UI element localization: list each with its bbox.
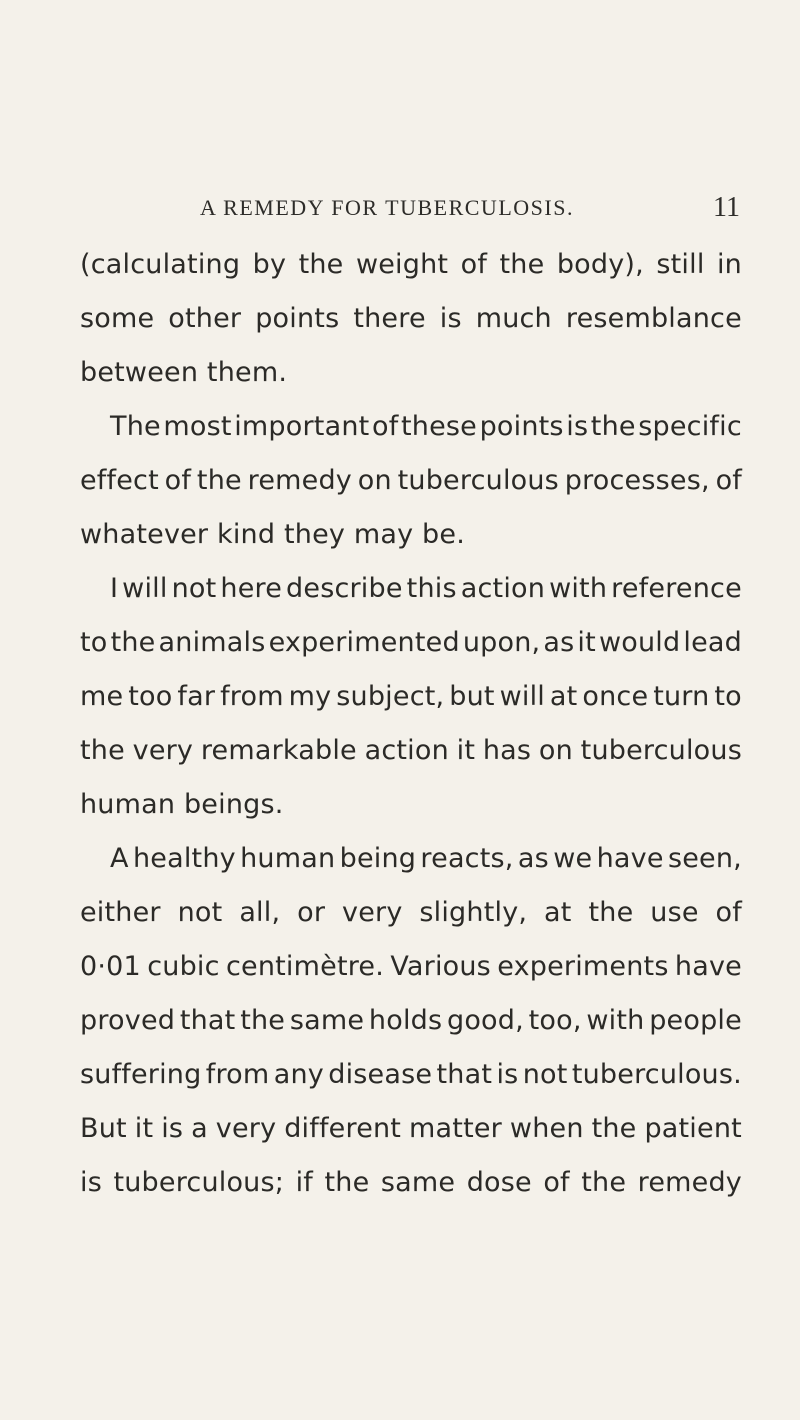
word: lead [683,627,742,658]
word: tuberculous [580,735,742,766]
word: have [596,843,664,874]
word: (calculating [80,249,241,280]
word: most [163,411,232,442]
running-head [200,192,740,229]
word: A [110,843,129,874]
word: remedy [247,465,352,496]
word: on [538,735,573,766]
text-line [80,724,742,778]
text-line [80,1156,742,1210]
text-line [80,400,742,454]
word: of [372,411,399,442]
text-line [80,994,742,1048]
word: remarkable [200,735,357,766]
word: the [196,465,242,496]
word: experimented [268,627,460,658]
word: me [80,681,124,712]
word: of [164,465,192,496]
text-line [80,886,742,940]
text-line [80,832,742,886]
word: would [598,627,681,658]
word: not [522,1059,568,1090]
word: different [284,1113,402,1144]
word: suffering [80,1059,202,1090]
word: or [297,897,326,928]
word: other [168,303,242,334]
text-line [80,670,742,724]
word: by [252,249,287,280]
word: cubic [147,951,220,982]
word: the [324,1167,370,1198]
word: the [590,411,636,442]
word: here [220,573,283,604]
text-line [80,238,742,292]
word: not [177,897,223,928]
word: human [240,843,336,874]
text-line [80,940,742,994]
word: has [482,735,532,766]
word: will [499,681,545,712]
word: subject, [336,681,445,712]
word: will [122,573,168,604]
word: dose [466,1167,532,1198]
word: it [134,1113,154,1144]
word: But [80,1113,127,1144]
word: processes, [564,465,710,496]
text-line [80,346,742,400]
text-line [80,1048,742,1102]
word: at [549,681,578,712]
word: we [553,843,593,874]
word: describe [286,573,403,604]
word: matter [409,1113,502,1144]
word: is [496,1059,519,1090]
word: the [298,249,344,280]
word: very [132,735,194,766]
word: tuberculous; [113,1167,285,1198]
word: to [714,681,742,712]
word: not [171,573,217,604]
word: far [177,681,216,712]
word: my [288,681,332,712]
word: of [715,465,742,496]
word: people [649,1005,742,1036]
word: patient [644,1113,742,1144]
text-line [80,778,742,832]
word: effect [80,465,159,496]
word: resemblance [565,303,742,334]
word: disease [328,1059,433,1090]
word: turn [653,681,710,712]
word: same [289,1005,365,1036]
word: all, [239,897,281,928]
word: of [460,249,488,280]
word: tuberculous [397,465,559,496]
word: when [509,1113,584,1144]
text-line-content: human beings. [80,789,284,820]
word: is [439,303,462,334]
word: it [577,627,596,658]
word: the [499,249,545,280]
word: is [161,1113,184,1144]
word: is [80,1167,102,1198]
word: of [543,1167,570,1198]
word: in [716,249,742,280]
word: that [436,1059,493,1090]
word: healthy [132,843,236,874]
word: important [234,411,370,442]
word: from [205,1059,270,1090]
word: Various [390,951,491,982]
word: from [220,681,284,712]
word: tuberculous. [571,1059,742,1090]
word: animals [158,627,266,658]
word: there [353,303,426,334]
page-number: 11 [713,192,740,223]
word: with [586,1005,645,1036]
word: points [255,303,340,334]
word: once [582,681,649,712]
word: much [475,303,552,334]
word: is [566,411,589,442]
word: too, [528,1005,582,1036]
word: the [80,735,125,766]
text-line-content: whatever kind they may be. [80,519,465,550]
word: remedy [637,1167,742,1198]
word: good, [447,1005,524,1036]
word: seen, [667,843,742,874]
running-head-title: A REMEDY FOR TUBERCULOSIS. [200,195,574,220]
word: I [110,573,119,604]
word: specific [638,411,742,442]
word: action [460,573,546,604]
word: proved [80,1005,176,1036]
word: the [588,897,634,928]
text-line [80,562,742,616]
text-line-content: between them. [80,357,288,388]
word: at [544,897,572,928]
word: the [581,1167,627,1198]
word: a [191,1113,208,1144]
word: very [215,1113,277,1144]
text-line [80,292,742,346]
word: of [715,897,742,928]
word: centimètre. [225,951,385,982]
word: 0·01 [80,951,141,982]
word: have [674,951,742,982]
word: holds [368,1005,443,1036]
word: the [591,1113,637,1144]
text-line [80,1102,742,1156]
word: that [179,1005,236,1036]
word: weight [355,249,449,280]
text-line [80,508,742,562]
word: these [401,411,477,442]
word: experiments [497,951,669,982]
word: upon, [462,627,541,658]
word: but [449,681,495,712]
body-text [80,238,742,1210]
word: body), [556,249,644,280]
text-line [80,454,742,508]
word: it [456,735,476,766]
word: very [342,897,403,928]
word: use [650,897,699,928]
word: still [656,249,705,280]
word: too [128,681,173,712]
word: slightly, [419,897,528,928]
text-line [80,616,742,670]
word: as [517,843,549,874]
word: either [80,897,161,928]
word: this [406,573,457,604]
word: reference [611,573,742,604]
word: with [549,573,608,604]
word: reacts, [420,843,514,874]
word: action [364,735,449,766]
word: The [110,411,161,442]
word: points [479,411,564,442]
word: same [380,1167,456,1198]
word: if [295,1167,313,1198]
word: the [240,1005,286,1036]
word: as [543,627,575,658]
word: to [80,627,108,658]
word: being [339,843,417,874]
word: on [357,465,392,496]
word: any [273,1059,324,1090]
word: some [80,303,155,334]
word: the [110,627,156,658]
